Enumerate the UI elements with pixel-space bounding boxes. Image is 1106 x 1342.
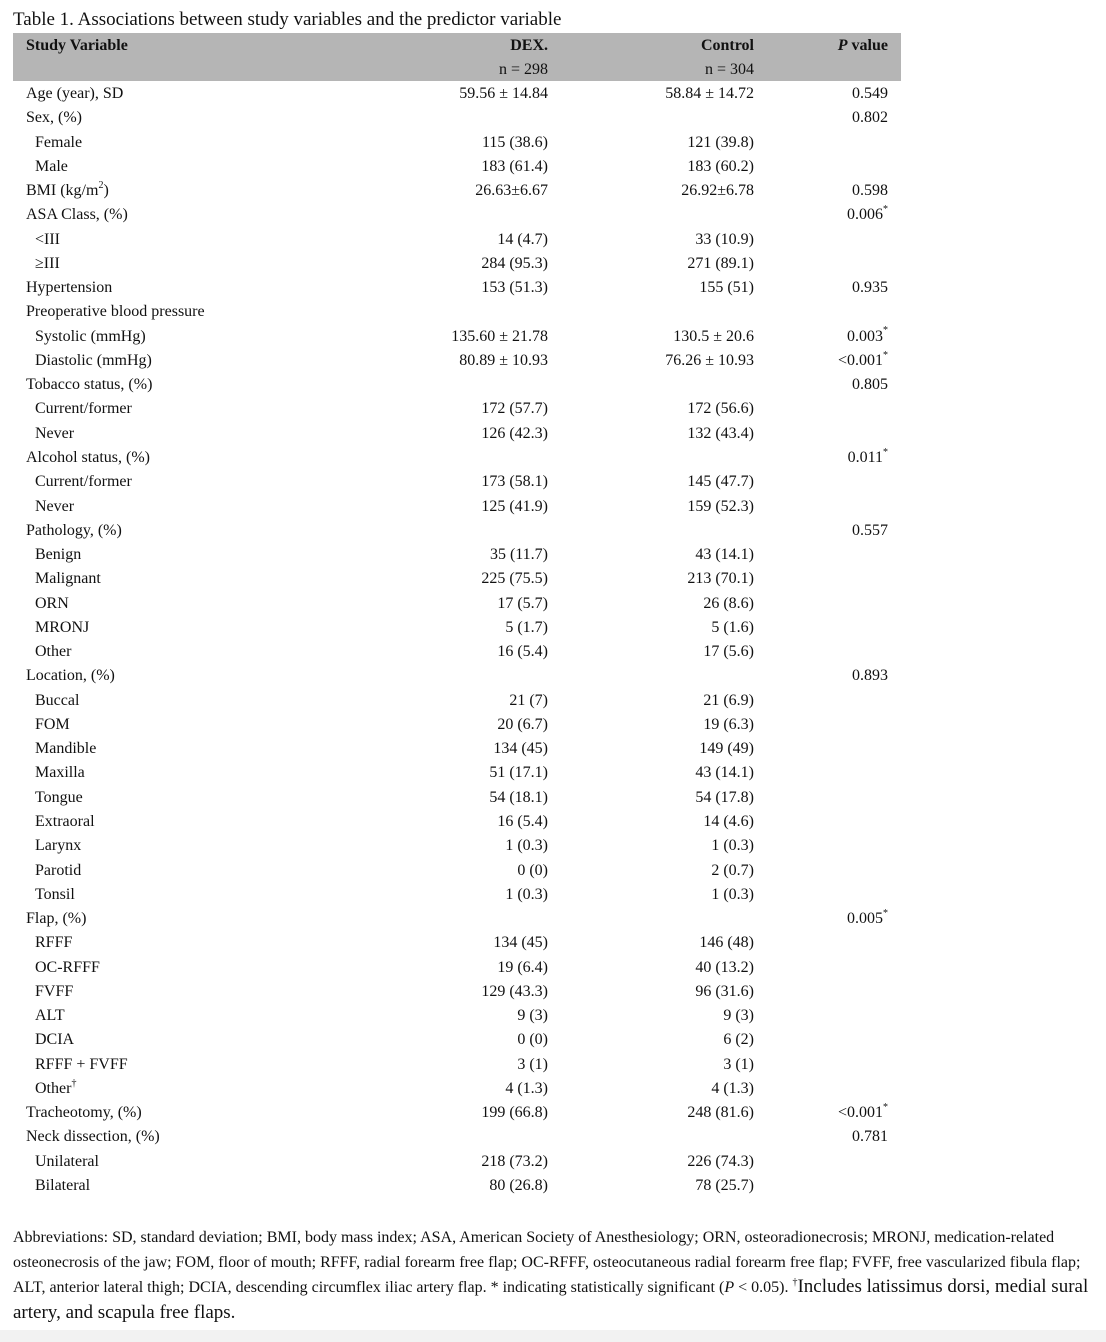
row-label-sup: † (71, 1077, 77, 1089)
table-row (0, 567, 1106, 591)
cell-control: 96 (31.6) (695, 982, 754, 1000)
table-body (0, 82, 1106, 1198)
header-p-value (838, 34, 888, 58)
row-label-text: Other (35, 643, 72, 661)
cell-control: 3 (1) (723, 1055, 754, 1073)
table-row (0, 203, 1106, 227)
row-label (35, 252, 60, 276)
table-row (0, 1053, 1106, 1077)
cell-control: 26 (8.6) (703, 594, 754, 612)
cell-control: 145 (47.7) (687, 473, 754, 491)
table-row (0, 446, 1106, 470)
row-label-text: Age (year), SD (26, 85, 124, 102)
cell-p-value (838, 1101, 888, 1125)
table-row (0, 131, 1106, 155)
table-row (0, 810, 1106, 834)
table-row (0, 300, 1106, 324)
cell-dex: 1 (0.3) (505, 885, 548, 903)
cell-control: 155 (51) (699, 279, 754, 297)
table-row (0, 543, 1106, 567)
row-label (35, 397, 132, 421)
row-label-text: Maxilla (35, 764, 85, 782)
cell-control: 40 (13.2) (695, 958, 754, 976)
cell-dex: 129 (43.3) (481, 982, 548, 1000)
cell-p-value (838, 349, 888, 373)
cell-dex: 173 (58.1) (481, 473, 548, 491)
cell-control: 43 (14.1) (695, 764, 754, 782)
cell-dex: 21 (7) (509, 691, 548, 709)
header-n-control: n = 304 (704, 61, 754, 78)
row-label (35, 883, 75, 907)
cell-dex: 1 (0.3) (505, 837, 548, 855)
cell-dex: 35 (11.7) (489, 546, 548, 564)
table-row (0, 640, 1106, 664)
cell-control: 54 (17.8) (695, 788, 754, 806)
row-label (35, 737, 96, 761)
table-row (0, 931, 1106, 955)
row-label (35, 349, 152, 373)
p-value-text: 0.598 (852, 182, 888, 200)
row-label (35, 1053, 128, 1077)
cell-control: 1 (0.3) (711, 885, 754, 903)
cell-control: 5 (1.6) (711, 618, 754, 636)
row-label-text: Parotid (35, 861, 82, 879)
table-row (0, 252, 1106, 276)
cell-dex: 17 (5.7) (497, 594, 548, 612)
cell-control: 43 (14.1) (695, 546, 754, 564)
cell-control: 213 (70.1) (687, 570, 754, 588)
row-label (35, 980, 73, 1004)
table-row (0, 1174, 1106, 1198)
cell-control: 14 (4.6) (703, 812, 754, 830)
cell-p-value (847, 907, 888, 931)
cell-dex: 80 (26.8) (489, 1176, 548, 1194)
row-label-text: ASA Class, (%) (26, 206, 128, 224)
row-label (26, 300, 205, 324)
cell-p-value (852, 519, 888, 543)
row-label-text: Never (35, 497, 75, 515)
table-row (0, 373, 1106, 397)
cell-dex: 5 (1.7) (505, 618, 548, 636)
p-value-text: <0.001 (837, 351, 883, 369)
header-p-italic: P (837, 37, 848, 54)
cell-dex: 126 (42.3) (481, 424, 548, 442)
p-value-text: 0.802 (852, 109, 888, 127)
cell-dex: 80.89 ± 10.93 (459, 351, 548, 369)
row-label (26, 1101, 142, 1125)
row-label-text: Systolic (mmHg) (35, 327, 146, 345)
cell-control: 17 (5.6) (703, 643, 754, 661)
cell-p-value (852, 1125, 888, 1149)
table-row (0, 883, 1106, 907)
p-value-text: 0.005 (847, 910, 883, 928)
table-row (0, 616, 1106, 640)
p-value-sup: * (883, 325, 888, 337)
table-row (0, 980, 1106, 1004)
table-row (0, 1101, 1106, 1125)
cell-control: 121 (39.8) (687, 133, 754, 151)
row-label-text: RFFF (35, 934, 73, 952)
table-row (0, 1028, 1106, 1052)
row-label (35, 640, 71, 664)
cell-control: 226 (74.3) (687, 1152, 754, 1170)
row-label (35, 543, 81, 567)
row-label (35, 713, 70, 737)
row-label-text: Malignant (35, 570, 101, 588)
row-label-text: Benign (35, 546, 82, 564)
row-label-text: ALT (35, 1007, 65, 1025)
footnote-dagger: † (792, 1276, 798, 1288)
row-label (35, 228, 60, 252)
p-value-text: <0.001 (837, 1104, 883, 1122)
row-label (35, 495, 74, 519)
row-label-text: Preoperative blood pressure (26, 303, 205, 321)
row-label-text: OC-RFFF (35, 958, 100, 976)
table-row (0, 1150, 1106, 1174)
row-label-text: <III (35, 230, 61, 248)
row-label (26, 907, 86, 931)
row-label (26, 82, 123, 106)
row-label-text: Buccal (35, 691, 80, 709)
row-label-after: ) (103, 182, 109, 200)
row-label-text: Never (35, 424, 75, 442)
cell-dex: 19 (6.4) (497, 958, 548, 976)
p-value-sup: * (883, 446, 888, 458)
cell-dex: 115 (38.6) (481, 133, 548, 151)
row-label (26, 179, 109, 203)
table-row (0, 689, 1106, 713)
row-label-text: Unilateral (35, 1152, 99, 1170)
p-value-text: 0.935 (852, 279, 888, 297)
row-label (26, 276, 112, 300)
cell-dex: 199 (66.8) (481, 1104, 548, 1122)
table-row (0, 155, 1106, 179)
row-label-text: Current/former (35, 400, 132, 418)
cell-control: 159 (52.3) (687, 497, 754, 515)
cell-control: 271 (89.1) (687, 254, 754, 272)
row-label (26, 664, 115, 688)
row-label (35, 810, 95, 834)
cell-dex: 20 (6.7) (497, 715, 548, 733)
row-label (35, 567, 101, 591)
header-control: Control (700, 37, 754, 54)
table-row (0, 179, 1106, 203)
row-label-text: Diastolic (mmHg) (35, 351, 152, 369)
row-label (35, 1174, 90, 1198)
cell-control: 132 (43.4) (687, 424, 754, 442)
row-label-text: Other (35, 1079, 72, 1097)
table-header (13, 33, 901, 81)
p-value-sup: * (883, 204, 888, 215)
table-row (0, 106, 1106, 130)
cell-control: 26.92±6.78 (681, 182, 754, 200)
table-row (0, 325, 1106, 349)
cell-dex: 135.60 ± 21.78 (451, 327, 548, 345)
cell-control: 33 (10.9) (695, 230, 754, 248)
cell-control: 2 (0.7) (711, 861, 754, 879)
cell-dex: 153 (51.3) (481, 279, 548, 297)
bottom-bar (0, 1330, 1106, 1342)
cell-dex: 134 (45) (493, 740, 548, 758)
p-value-sup: * (883, 1101, 888, 1113)
row-label (35, 1028, 74, 1052)
header-n-dex: n = 298 (498, 61, 548, 78)
header-dex: DEX. (510, 37, 548, 54)
row-label-text: Pathology, (%) (26, 521, 122, 539)
cell-dex: 54 (18.1) (489, 788, 548, 806)
cell-dex: 4 (1.3) (505, 1079, 548, 1097)
table-row (0, 737, 1106, 761)
cell-dex: 59.56 ± 14.84 (459, 85, 548, 102)
cell-control: 146 (48) (699, 934, 754, 952)
table-row (0, 859, 1106, 883)
row-label (35, 689, 79, 713)
row-label (35, 616, 89, 640)
table-row (0, 834, 1106, 858)
cell-dex: 0 (0) (517, 861, 548, 879)
cell-dex: 26.63±6.67 (475, 182, 548, 200)
row-label (26, 446, 150, 470)
row-label-text: RFFF + FVFF (35, 1055, 128, 1073)
table-row (0, 276, 1106, 300)
row-label (26, 106, 82, 130)
footnote-p-italic: P (724, 1279, 735, 1296)
footnote-main: Abbreviations: SD, standard deviation; BMI, body mass index; ASA, American Society of Anesthesiology; ORN, osteoradionecrosis; MRONJ, medication-related osteonecrosis of the jaw; FOM, floor of mouth; RFFF, radial forearm free flap; OC-RFFF, osteocutaneous radial forearm free flap; FVFF, free vascularized fibula flap; ALT, anterior lateral thigh; DCIA, descending circumflex iliac artery flap. * indicating statistically significant ( (13, 1229, 1081, 1296)
cell-dex: 172 (57.7) (481, 400, 548, 418)
table-row (0, 761, 1106, 785)
cell-dex: 218 (73.2) (481, 1152, 548, 1170)
table-caption: Table 1. Associations between study variables and the predictor variable (13, 9, 562, 30)
row-label-text: Flap, (%) (26, 910, 87, 928)
cell-dex: 9 (3) (517, 1007, 548, 1025)
p-value-text: 0.003 (847, 327, 883, 345)
row-label (35, 1004, 65, 1028)
cell-control: 78 (25.7) (695, 1176, 754, 1194)
cell-p-value (847, 203, 888, 227)
row-label (35, 131, 82, 155)
cell-control: 149 (49) (699, 740, 754, 758)
cell-control: 248 (81.6) (687, 1104, 754, 1122)
row-label-text: MRONJ (35, 618, 90, 636)
row-label-text: Mandible (35, 740, 97, 758)
table-row (0, 1004, 1106, 1028)
cell-control: 19 (6.3) (703, 715, 754, 733)
row-label-text: Extraoral (35, 812, 95, 830)
table-footnote (13, 1226, 1093, 1326)
header-study-variable: Study Variable (26, 37, 128, 54)
row-label-text: Tongue (35, 788, 83, 806)
cell-p-value (852, 106, 888, 130)
row-label-text: Larynx (35, 837, 82, 855)
cell-dex: 225 (75.5) (481, 570, 548, 588)
row-label (35, 1150, 99, 1174)
cell-dex: 284 (95.3) (481, 254, 548, 272)
cell-control: 4 (1.3) (711, 1079, 754, 1097)
table-row (0, 956, 1106, 980)
row-label-text: BMI (kg/m (26, 182, 99, 200)
cell-p-value (852, 179, 888, 203)
p-value-sup: * (883, 349, 888, 361)
cell-dex: 183 (61.4) (481, 157, 548, 175)
cell-control: 9 (3) (723, 1007, 754, 1025)
table-row (0, 422, 1106, 446)
cell-dex: 16 (5.4) (497, 643, 548, 661)
footnote-end: Includes latissimus dorsi, medial sural artery, and scapula free flaps. (13, 1276, 1089, 1323)
cell-p-value (847, 325, 888, 349)
cell-dex: 125 (41.9) (481, 497, 548, 515)
p-value-text: 0.781 (852, 1128, 888, 1146)
cell-dex: 51 (17.1) (489, 764, 548, 782)
row-label-text: FOM (35, 715, 70, 733)
row-label-text: Tobacco status, (%) (26, 376, 153, 394)
row-label (35, 786, 83, 810)
row-label (35, 470, 132, 494)
cell-dex: 3 (1) (517, 1055, 548, 1073)
cell-control: 58.84 ± 14.72 (665, 85, 754, 102)
row-label (35, 325, 146, 349)
row-label-text: Tracheotomy, (%) (26, 1104, 142, 1122)
row-label-sup: 2 (98, 179, 104, 191)
row-label-text: FVFF (35, 982, 74, 1000)
row-label-text: Tonsil (35, 885, 75, 903)
p-value-sup: * (883, 907, 888, 919)
p-value-text: 0.893 (852, 667, 888, 685)
cell-p-value (852, 276, 888, 300)
row-label (35, 155, 68, 179)
row-label-text: Neck dissection, (%) (26, 1128, 160, 1146)
table-row (0, 228, 1106, 252)
table-row (0, 349, 1106, 373)
row-label (35, 761, 85, 785)
row-label-text: DCIA (35, 1031, 75, 1049)
table-row (0, 495, 1106, 519)
row-label-text: Alcohol status, (%) (26, 448, 150, 466)
p-value-text: 0.557 (852, 521, 888, 539)
cell-p-value (848, 446, 888, 470)
row-label-text: Female (35, 133, 83, 151)
header-p-rest: value (847, 37, 888, 54)
row-label (35, 592, 69, 616)
row-label-text: Male (35, 157, 68, 175)
row-label (35, 422, 74, 446)
row-label-text: ORN (35, 594, 69, 612)
table-row (0, 519, 1106, 543)
row-label (35, 931, 72, 955)
row-label-text: Sex, (%) (26, 109, 82, 127)
cell-control: 172 (56.6) (687, 400, 754, 418)
table-row (0, 1125, 1106, 1149)
p-value-text: 0.805 (852, 376, 888, 394)
table-row (0, 470, 1106, 494)
row-label (26, 1125, 160, 1149)
p-value-text: 0.011 (847, 448, 883, 466)
cell-dex: 14 (4.7) (497, 230, 548, 248)
cell-control: 76.26 ± 10.93 (665, 351, 754, 369)
row-label-text: Location, (%) (26, 667, 115, 685)
table-row (0, 397, 1106, 421)
table-row (0, 1077, 1106, 1101)
cell-dex: 134 (45) (493, 934, 548, 952)
row-label (35, 859, 81, 883)
table-row (0, 664, 1106, 688)
row-label-text: Current/former (35, 473, 132, 491)
p-value-text: 0.549 (852, 85, 888, 102)
cell-dex: 16 (5.4) (497, 812, 548, 830)
cell-p-value (852, 373, 888, 397)
table-row (0, 907, 1106, 931)
cell-dex: 0 (0) (517, 1031, 548, 1049)
cell-p-value (852, 664, 888, 688)
row-label (35, 834, 81, 858)
cell-p-value (852, 82, 888, 106)
cell-control: 183 (60.2) (687, 157, 754, 175)
row-label (35, 1077, 76, 1101)
cell-control: 21 (6.9) (703, 691, 754, 709)
footnote-mid: < 0.05). (734, 1279, 793, 1296)
table-row (0, 713, 1106, 737)
row-label (26, 373, 152, 397)
row-label-text: Hypertension (26, 279, 113, 297)
cell-control: 130.5 ± 20.6 (673, 327, 754, 345)
row-label (35, 956, 100, 980)
table-row (0, 786, 1106, 810)
row-label (26, 203, 128, 227)
row-label-text: Bilateral (35, 1176, 91, 1194)
cell-control: 6 (2) (723, 1031, 754, 1049)
cell-control: 1 (0.3) (711, 837, 754, 855)
p-value-text: 0.006 (847, 206, 883, 224)
row-label (26, 519, 122, 543)
table-row (0, 82, 1106, 106)
row-label-text: ≥III (35, 254, 60, 272)
table-row (0, 592, 1106, 616)
